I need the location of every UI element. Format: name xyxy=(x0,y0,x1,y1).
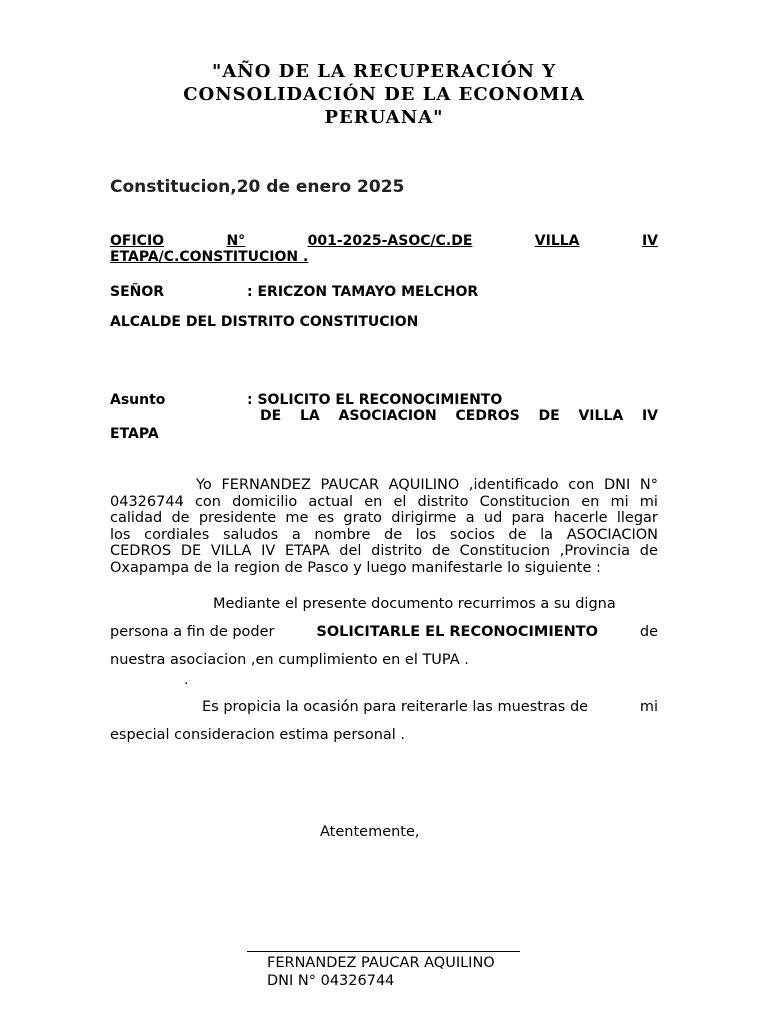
paragraph-line xyxy=(110,527,658,544)
oficio-number-label: N° xyxy=(226,233,246,249)
word: dirigirme xyxy=(391,510,457,526)
paragraph-line: Oxapampa de la region de Pasco y luego manifestarle lo siguiente : xyxy=(110,559,601,576)
word: para xyxy=(511,510,545,526)
word: VILLA xyxy=(210,543,252,559)
signature-line xyxy=(247,951,520,952)
paragraph-line: nuestra asociacion ,en cumplimiento en el TUPA . xyxy=(110,652,469,668)
word: en xyxy=(364,493,383,510)
subject-line-2 xyxy=(260,408,658,424)
word: ud xyxy=(483,510,503,526)
subject-line-3: ETAPA xyxy=(110,426,159,442)
subject-word: CEDROS xyxy=(455,408,520,424)
word: de xyxy=(384,526,403,543)
subject-row xyxy=(110,392,502,408)
paragraph-line: especial consideracion estima personal . xyxy=(110,727,406,743)
word: del xyxy=(339,543,362,559)
paragraph-line xyxy=(110,693,658,721)
word: es xyxy=(317,510,335,526)
word: la xyxy=(540,526,554,543)
recipient-title: ALCALDE DEL DISTRITO CONSTITUCION xyxy=(110,314,419,330)
subject-word: VILLA xyxy=(578,408,624,424)
closing-salutation: Atentemente, xyxy=(320,824,420,840)
paragraph-text: Es propicia la ocasión para reiterarle las muestras de xyxy=(202,699,589,715)
word: IV xyxy=(261,543,276,559)
signer-dni: DNI N° 04326744 xyxy=(267,973,395,989)
word: con xyxy=(194,493,221,510)
paragraph-line: Mediante el presente documento recurrimos a su digna xyxy=(213,596,616,612)
heading-line-2: CONSOLIDACIÓN DE LA ECONOMIA xyxy=(183,84,585,105)
word: AQUILINO xyxy=(388,477,460,493)
word: ASOCIACION xyxy=(566,526,658,543)
word: ,identificado xyxy=(468,477,559,493)
paragraph-text: de xyxy=(639,624,658,640)
recipient-label: SEÑOR xyxy=(110,284,165,300)
word: CEDROS xyxy=(110,543,172,559)
document-heading xyxy=(110,60,658,129)
word: saludos xyxy=(222,526,279,543)
word: Constitucion xyxy=(479,493,571,510)
word: cordiales xyxy=(144,526,210,543)
word: de xyxy=(171,510,190,526)
oficio-word: OFICIO xyxy=(110,233,165,249)
word: 04326744 xyxy=(110,493,184,510)
document-date: Constitucion,20 de enero 2025 xyxy=(110,177,405,197)
subject-word: IV xyxy=(641,408,658,424)
oficio-number: 001-2025-ASOC/C.DE xyxy=(307,233,473,249)
word: N° xyxy=(639,477,658,493)
recipient-name: : ERICZON TAMAYO MELCHOR xyxy=(247,284,479,300)
word: en xyxy=(581,493,600,510)
subject-text: : SOLICITO EL RECONOCIMIENTO xyxy=(247,392,503,408)
word: a xyxy=(291,526,301,543)
paragraph-line xyxy=(110,477,658,494)
body-paragraph-1 xyxy=(110,477,658,576)
heading-line-1: "AÑO DE LA RECUPERACIÓN Y xyxy=(211,61,557,82)
word: actual xyxy=(308,493,354,510)
paragraph-line xyxy=(110,494,658,511)
word: de xyxy=(508,526,527,543)
word: FERNANDEZ xyxy=(221,477,311,493)
word: distrito xyxy=(417,493,469,510)
word: distrito xyxy=(371,543,423,559)
stray-dot: . xyxy=(184,672,189,688)
word: PAUCAR xyxy=(320,477,380,493)
request-emphasis: SOLICITARLE EL RECONOCIMIENTO xyxy=(316,624,598,640)
paragraph-text: mi xyxy=(639,699,658,715)
word: hacerle xyxy=(553,510,608,526)
recipient-row xyxy=(110,284,478,300)
signature-block xyxy=(267,954,495,990)
paragraph-text: persona a fin de poder xyxy=(110,624,275,640)
subject-word: DE xyxy=(260,408,282,424)
subject-word: LA xyxy=(299,408,320,424)
subject-label: Asunto xyxy=(110,392,166,408)
word: de xyxy=(431,543,450,559)
word: ,Provincia xyxy=(559,543,631,559)
word: los xyxy=(110,526,131,543)
word: grato xyxy=(343,510,383,526)
word: mi xyxy=(610,493,629,510)
word: de xyxy=(639,543,658,559)
word: el xyxy=(393,493,407,510)
word: con xyxy=(568,477,595,493)
paragraph-line xyxy=(110,510,658,527)
paragraph-line xyxy=(110,618,658,646)
body-paragraph-2 xyxy=(110,590,658,674)
oficio-word: VILLA xyxy=(534,233,580,249)
word: a xyxy=(465,510,475,526)
body-paragraph-3 xyxy=(110,693,658,749)
word: DNI xyxy=(603,477,631,493)
signer-name: FERNANDEZ PAUCAR AQUILINO xyxy=(267,955,495,971)
oficio-reference xyxy=(110,233,658,265)
word: presidente xyxy=(198,510,277,526)
word: me xyxy=(285,510,309,526)
heading-line-3: PERUANA" xyxy=(324,107,444,128)
subject-word: ASOCIACION xyxy=(338,408,437,424)
word: Yo xyxy=(196,477,212,493)
oficio-word: IV xyxy=(641,233,658,249)
word: calidad xyxy=(110,510,163,526)
word: socios xyxy=(449,526,495,543)
word: nombre xyxy=(314,526,371,543)
oficio-line-2: ETAPA/C.CONSTITUCION . xyxy=(110,249,309,265)
word: llegar xyxy=(616,510,658,526)
word: los xyxy=(415,526,437,543)
word: ETAPA xyxy=(285,543,330,559)
subject-word: DE xyxy=(538,408,560,424)
word: DE xyxy=(180,543,202,559)
word: domicilio xyxy=(232,493,298,510)
word: Constitucion xyxy=(459,543,551,559)
word: mi xyxy=(639,493,658,510)
paragraph-line xyxy=(110,543,658,560)
